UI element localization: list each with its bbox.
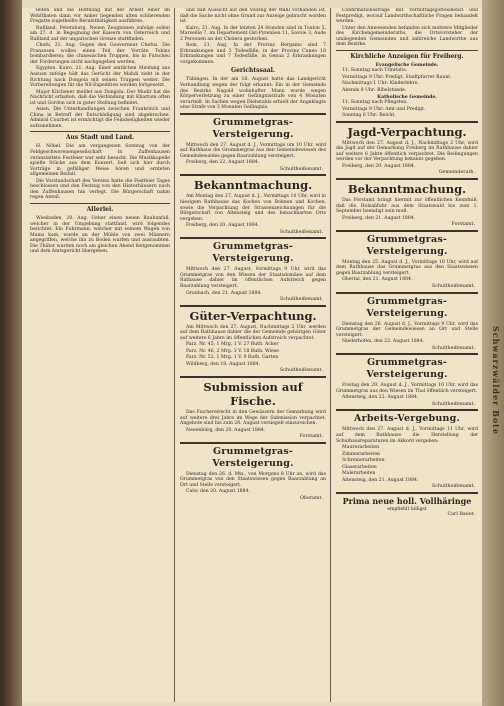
ad-grummetgras-3	[180, 446, 326, 502]
divider	[336, 230, 478, 232]
divider	[336, 178, 478, 180]
ad-sign: Schultheißenamt.	[279, 229, 323, 235]
ad-grummetgras-6	[336, 357, 478, 407]
ad-place-date: Niederhofen, den 22. August 1884.	[342, 339, 424, 345]
catholic-line: Sonntag 6 Uhr: Beicht.	[342, 113, 396, 119]
divider	[336, 292, 478, 294]
paragraph: Asien. Die Unterhandlungen zwischen Frankreich und China in Betreff der Entschädigung sind abgebrochen. Admiral Courbet ist ermächtigt die Feindseligkeiten wieder aufzunehmen.	[30, 107, 170, 129]
paragraph: Die Vorstandschaft des Vereins hatte die Festfeier Tages beschlossen und den Festzug von den Hinterhäusern nach den Zuffenhausen hin verlegt. Die Bürgerschaft nahm regen Anteil.	[30, 178, 170, 201]
church-line: Abends 8 Uhr: Bibelstunde.	[342, 88, 407, 94]
ad-sign: Schultheißenamt.	[279, 166, 323, 172]
paragraph: Wiesbaden, 20. Aug. Ueber einen neuen Raubanfall, welcher in der Umgebung stattfand, wird folgendes berichtet: Ein Fuhrmann, welcher mit seinem Wagen von Mainz kam, wurde an der Mühle von zwei Männern angegriffen, welche ihn zu Boden warfen und ausraubten. Die Thäter wurden noch am gleichen Abend festgenommen und dem Amtsgericht übergeben.	[30, 215, 170, 255]
divider	[30, 131, 170, 132]
ad-sign: Schultheißenamt.	[431, 283, 475, 289]
ad-text: Montag den 25. August d. J., Vormittags 10 Uhr, wird auf dem Rathhause das Grummetgras aus den Staatswiesen gegen Baarzahlung versteigert.	[336, 259, 478, 276]
column-2	[180, 8, 326, 702]
book-binding-right	[482, 0, 504, 706]
ad-vollhaeringe	[336, 496, 478, 518]
column-rule-1	[174, 8, 175, 702]
ad-title: Submission auf Fische.	[203, 379, 303, 408]
church-line: Vormittags 9 Uhr: Predigt, Stadtpfarrer Raunt.	[342, 74, 452, 80]
ad-sign: Forstamt.	[451, 222, 475, 228]
paragraph: Rußland. Petersburg. Neuen Zeugnissen zufolge sollen am 27. d. in Begegnung der Kaisern von Österreich und Rußland auf der ungarischen Grenze stattfinden.	[30, 25, 170, 42]
ad-title: Grummetgras-Versteigerung.	[366, 357, 448, 381]
paragraph: Tübingen. In der am 18. August hatte das Landgericht Verhandlung wegen der folgt erkannt: Ein in der Gemeinde des Bezirks Nagold wohnhafter Mann wurde wegen Körperverletzung zu einer Gefängnisstrafe von 4 Monaten verurteilt. In Sachen wegen Diebstahls erhielt der Angeklagte eine Strafe von 3 Monaten Gefängnis.	[180, 77, 326, 111]
ad-item: Zimmerarbeiten	[342, 451, 380, 457]
news-paragraphs	[336, 8, 478, 48]
section-title-stadt-land: Aus Stadt und Land.	[65, 134, 135, 142]
ad-title: Arbeits-Vergebung.	[354, 413, 460, 425]
ad-title: Grummetgras-Versteigerung.	[212, 116, 294, 140]
ad-text: Am Mittwoch den 27. August, Nachmittags 2 Uhr, werden auf dem Rathhause dahier die der Gemeinde gehörigen Güter auf weitere 6 Jahre im öffentlichen Aufstreich verpachtet.	[180, 324, 326, 341]
ad-place-date: Altensteig, den 22. August 1884.	[342, 395, 419, 401]
divider	[180, 376, 326, 378]
ad-gueter-verpachtung	[180, 309, 326, 374]
ad-title: Grummetgras-Versteigerung.	[366, 295, 448, 319]
ad-item-list	[180, 342, 326, 361]
ad-bekanntmachung-2	[336, 182, 478, 228]
ad-item: Maurerarbeiten	[342, 445, 380, 451]
ad-title: Bekanntmachung.	[347, 182, 467, 197]
paragraph: Kairo, 21. Aug. In der letzten 24 Stunden sind in Toulon 5, Marseille 7, im Departement Ost-Pyrenäen 11, Savoie 3, Aude 2 Personen an der Cholera gestorben.	[180, 25, 326, 42]
local-paragraphs	[30, 144, 170, 200]
ad-title: Grummetgras-Versteigerung.	[212, 445, 294, 469]
news-paragraphs	[30, 8, 170, 129]
church-line: Nachmittags 1 Uhr: Kinderlehre.	[342, 81, 419, 87]
ad-title: Grummetgras-Versteigerung.	[212, 241, 294, 265]
divider	[336, 409, 478, 411]
ad-text: Mittwoch den 27. August d. J., Nachmittags 2 Uhr, wird die Jagd auf der Gemarkung Freiberg im Rathhause dahier auf weitere 6 Jahre öffentlich verpachtet. Die Bedingungen werden vor der Verpachtung bekannt gegeben.	[336, 140, 478, 163]
ad-sign: Gemeinderath.	[438, 170, 475, 176]
ad-text: Freitag den 29. August d. J., Vormittags 10 Uhr, wird das Grummetgras aus den Wiesen im Thal öffentlich versteigert.	[336, 383, 478, 394]
ad-place-date: Freiberg, den 20. August 1884.	[186, 223, 260, 229]
ad-title: Güter-Verpachtung.	[189, 308, 317, 323]
ad-place-date: Freiberg, den 20. August 1884.	[342, 163, 416, 169]
misc-paragraphs	[30, 216, 170, 255]
ad-submission-fische	[180, 380, 326, 440]
ad-place-date: Freiberg, den 22. August 1884.	[186, 160, 260, 166]
news-paragraphs	[180, 8, 326, 65]
ad-item: Parz. Nr. 45, 1 Mrg. 1 V. 27 Ruth. Acker	[186, 342, 279, 348]
book-binding-left	[0, 0, 22, 706]
ad-grummetgras-1	[180, 117, 326, 173]
church-line: 11. Sonntag nach Trinitatis.	[342, 68, 408, 74]
ad-sign: Carl Bauer.	[447, 512, 475, 518]
ad-place-date: Wildberg, den 18. August 1884.	[186, 361, 261, 367]
ad-place-date: Freiberg, den 21. August 1884.	[342, 215, 416, 221]
ad-text: empfiehlt billigst	[387, 506, 427, 512]
column-1	[30, 8, 170, 702]
paragraph: Egypten. Kairo, 21. Aug. Einer amtlichen Meldung aus Assuan zufolge hält das Gerücht der Mahdi zieht in der Richtung nach Dongola mit seinen Truppen weiter. Die Vorbereitungen für die Nil-Expedition werden fortgesetzt.	[30, 66, 170, 89]
ad-item: Parz. Nr. 46, 2 Mrg. 3 V. 18 Ruth. Wiese	[186, 348, 279, 354]
ad-text: Mittwoch den 27. August d. J., Vormittags um 10 Uhr, wird auf Rathhaus die Grummetgras aus den Gemeindewiesen des Gemeindewaldes gegen Baarzahlung versteigert.	[180, 142, 326, 159]
ad-title: Bekanntmachung.	[193, 178, 313, 193]
section-title-allerlei: Allerlei.	[86, 205, 114, 213]
paragraph: leiten und die Hoffnung mit der Arbeit einer im Wohlthaten dann vor Anker liegenden alten schlierenden Fregatte zugetheilte Berufsthätigkeit ausführen.	[30, 8, 170, 25]
paragraph: Confirmationsstrage mit Vormittagsgottesdienst und Festpredigt, worauf Landwirthschaftliche Fragen behandelt werden.	[336, 8, 478, 25]
ad-item: Schreinerarbeiten	[342, 458, 385, 464]
ad-place-date: Grunbach, den 21. August 1884.	[186, 290, 262, 296]
paragraph: und daß Aussicht auf den Vollzug der Wahl vorhanden ist, daß die Sache nicht ohne Grund zur Anzeige gebracht worden ist.	[180, 8, 326, 25]
divider	[336, 121, 478, 123]
ad-item: Malerarbeiten	[342, 471, 376, 477]
ad-sign: Schultheißenamt.	[279, 297, 323, 303]
catholic-lines	[336, 100, 478, 119]
divider	[336, 50, 478, 51]
ad-text: Das Forstamt bringt hiermit zur öffentlichen Kenntniß, daß die Holzabfuhr aus dem Staatswald bis zum 1. September beendigt sein muß.	[336, 198, 478, 215]
church-lines	[336, 68, 478, 93]
divider	[180, 305, 326, 307]
ad-place-date: Calw, den 20. August 1884.	[186, 489, 250, 495]
catholic-line: Vormittags 9 Uhr: Amt und Predigt.	[342, 106, 426, 112]
column-3	[336, 8, 478, 702]
ad-bekanntmachung	[180, 178, 326, 235]
ad-title: Prima neue holl. Vollhäringe	[342, 495, 472, 506]
ad-jagd-verpachtung	[336, 125, 478, 176]
divider	[30, 203, 170, 204]
side-label: Schwarzwälder Bote	[491, 325, 501, 435]
ad-sign: Forstamt.	[299, 434, 323, 440]
catholic-line: 11. Sonntag nach Pfingsten.	[342, 100, 408, 106]
ad-title: Jagd-Verpachtung.	[347, 124, 467, 139]
catholic-title: Katholische Gemeinde.	[377, 94, 437, 100]
ad-grummetgras-5	[336, 296, 478, 352]
ad-text: Dienstag den 26. d. Mts., von Morgens 8 Uhr an, wird das Grummetgras von den Staatswiesen gegen Baarzahlung an Ort und Stelle versteigert.	[180, 471, 326, 488]
ad-sign: Oberamt.	[300, 495, 323, 501]
court-paragraphs	[180, 77, 326, 110]
newspaper-page	[22, 8, 482, 702]
paragraph: H. Nöbel. Die am vergangenen Sonntag von der Feldgeschworenengesellschaft in Zuffenhausen veranstaltete Festfeier war sehr besucht. Die Musikkapelle spielte Stücke aus dem Konzert, ließ sich hier durch Vorträge in gefälliger Weise hören und ernteten allgemeinen Beifall.	[30, 144, 170, 178]
ad-grummetgras-4	[336, 234, 478, 290]
divider	[336, 353, 478, 355]
ad-item: Parz. Nr. 52, 1 Mrg. 1 V. 9 Ruth. Garten	[186, 355, 279, 361]
divider	[336, 492, 478, 494]
ad-text: Mittwoch den 27. August d. J., Vormittags 11 Uhr, wird auf dem Rathhause die Herstellung der Schulhausreparaturen im Akkord vergeben:	[336, 427, 478, 444]
divider	[180, 113, 326, 115]
paragraph: Chefu, 21. Aug. Gegen den Gouverneur Chefus. Die Franzosen wollen einen Teil der Vorräte Tokins bombardieren; die chinesischen Truppen, bis in Futscheu der Forderungen nicht nachgegeben werden.	[30, 43, 170, 65]
ad-sign: Schultheißenamt.	[431, 484, 475, 490]
church-notices-title: Kirchliche Anzeigen für Freiberg.	[350, 52, 464, 60]
divider	[180, 237, 326, 239]
paragraph: Rom, 21. Aug. In der Provinz Bergamo sind 7 Erkrankungen und 3 Todesfälle, in der Provinz Cuneo 18 Erkrankungen und 7 Todesfälle, in Genua 2 Erkrankungen vorgekommen.	[180, 43, 326, 65]
ad-sign: Schultheißenamt.	[279, 368, 323, 374]
ad-text: Das Fischereirecht in den Gewässern der Gemarkung wird auf weitere drei Jahre im Wege der Submission verpachtet. Angebote sind bis zum 28. August versiegelt einzureichen.	[180, 409, 326, 427]
ad-sign: Schultheißenamt.	[431, 401, 475, 407]
ad-arbeits-vergebung	[336, 413, 478, 489]
ad-title: Grummetgras-Versteigerung.	[366, 233, 448, 257]
paragraph: Major Kitchener meldet aus Dongola: Der Mudir hat die Nachricht erhalten, daß die Verbindung mit Khartum offen ist und Gordon sich in guter Stellung befindet.	[30, 89, 170, 106]
column-rule-2	[330, 8, 331, 702]
ad-text: Mittwoch den 27. August, Vormittags 9 Uhr, wird das Grummetgras von den Wiesen der Staatsdomäne auf dem Rathause dahier im öffentlichen Aufstreich gegen Baarzahlung versteigert.	[180, 267, 326, 289]
paragraph: Unter den Anwesenden befanden sich mehrere Mitglieder des Kirchengemeinderaths, die Ortsvorsteher der umliegenden Gemeinden und zahlreiche Landwirthe aus dem Bezirke.	[336, 25, 478, 48]
ad-item-list	[336, 445, 478, 477]
ad-item: Glaserarbeiten	[342, 464, 377, 470]
church-subtitle: Evangelische Gemeinde.	[375, 62, 439, 68]
ad-text: Am Montag den 27. August d. J., Vormittags 10 Uhr, wird in hiesigem Rathhause das Kochen von Bohnen und Kochen, sowie die Verpachtung der Strassenzeichnungen für die Bürgerschaft von Altensteig und des benachbarten Orts vergeben.	[180, 194, 326, 222]
section-title-gerichtssaal: Gerichtssaal.	[230, 67, 276, 75]
ad-place-date: Altensteig, den 21. August 1884.	[342, 477, 419, 483]
ad-place-date: Neuenbürg, den 20. August 1884.	[186, 427, 266, 433]
divider	[180, 174, 326, 176]
ad-grummetgras-2	[180, 241, 326, 302]
divider	[180, 442, 326, 444]
ad-text: Dienstag den 26. August d. J., Vormittags 9 Uhr, wird das Grummetgras der Gemeindewiesen an Ort und Stelle versteigert.	[336, 321, 478, 338]
ad-sign: Schultheißenamt.	[431, 345, 475, 351]
ad-place-date: Obertal, den 21. August 1884.	[342, 277, 413, 283]
